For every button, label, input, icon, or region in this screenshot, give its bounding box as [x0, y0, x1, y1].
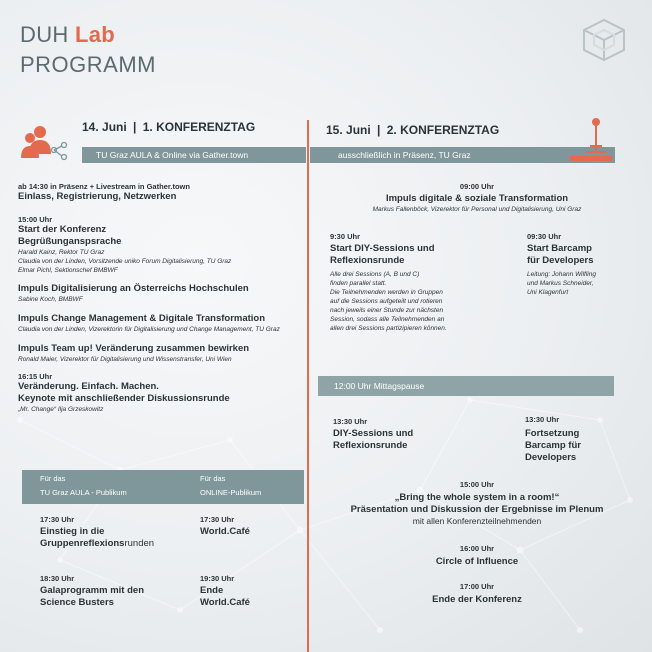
- item-time: 17:30 Uhr: [200, 515, 235, 524]
- day1-location-band: TU Graz AULA & Online via Gather.town: [82, 147, 306, 163]
- item-title: Start Barcamp: [527, 243, 592, 254]
- item-time: 17:00 Uhr: [459, 582, 495, 591]
- item-title: Impuls Digitalisierung an Österreichs Hochschulen: [18, 283, 249, 294]
- day1-heading: 14. Juni | 1. KONFERENZTAG: [82, 120, 256, 134]
- item-title: Circle of Influence: [435, 556, 519, 567]
- day2-circle: [312, 544, 642, 568]
- description-line: nach jeweils einer Stunde zur nächsten: [330, 307, 444, 314]
- title-accent: Lab: [74, 22, 115, 47]
- item-title: Einstieg in die: [40, 526, 105, 537]
- item-title: Ende: [200, 585, 224, 596]
- speaker: Ronald Maier, Vizerektor für Digitalisierung und Wissenstransfer, Uni Wien: [18, 356, 232, 363]
- item-time: 9:30 Uhr: [330, 232, 361, 241]
- lunch-break-band: 12:00 Uhr Mittagspause: [318, 376, 614, 396]
- item-time: 16:00 Uhr: [459, 544, 495, 553]
- item-title: Gruppenreflexions: [40, 538, 125, 549]
- day2-diy-session-2: [333, 417, 513, 452]
- day1-program: [18, 182, 303, 414]
- item-title: Impuls digitale & soziale Transformation: [385, 193, 569, 204]
- col2-head: ONLINE-Publikum: [200, 488, 262, 497]
- description-line: Alle drei Sessions (A, B und C): [330, 271, 420, 278]
- item-time: 09:30 Uhr: [527, 232, 562, 241]
- day2-plenum: [312, 480, 642, 526]
- item-title: World.Café: [200, 526, 250, 537]
- item-title: World.Café: [200, 597, 250, 608]
- day1-date: 14. Juni: [82, 120, 127, 134]
- item-title: Impuls Team up! Veränderung zusammen bewirken: [18, 343, 250, 354]
- item-title: Reflexionsrunde: [330, 255, 405, 266]
- audience-table-header: [22, 470, 304, 504]
- item-title: Impuls Change Management & Digitale Transformation: [18, 313, 266, 324]
- item-time: ab 14:30 in Präsenz + Livestream in Gather.town: [18, 182, 190, 191]
- podium-microphone-icon: [566, 116, 616, 164]
- day2-diy-session: [330, 232, 520, 333]
- speaker: Claudia von der Linden, Vorsitzende uniko Forum Digitalisierung, TU Graz: [18, 258, 232, 265]
- item-title: Fortsetzung: [525, 428, 580, 439]
- speaker: Elmar Pichl, Sektionschef BMBWF: [18, 267, 118, 274]
- day2-label: 2. KONFERENZTAG: [386, 123, 500, 137]
- online-session-2: [200, 574, 300, 609]
- day1-label: 1. KONFERENZTAG: [142, 120, 256, 134]
- day2-barcamp-session: [527, 232, 642, 297]
- item-title: Barcamp für: [525, 440, 581, 451]
- item-time: 17:30 Uhr: [40, 515, 75, 524]
- page-title: [20, 22, 115, 48]
- item-title: Präsentation und Diskussion der Ergebnisse im Plenum: [350, 504, 604, 515]
- description-line: auf die Sessions aufgeteilt und rotieren: [330, 298, 443, 305]
- page-subtitle: PROGRAMM: [20, 52, 156, 77]
- speaker: Markus Fallenböck, Vizerektor für Personal und Digitalisierung, Uni Graz: [372, 206, 582, 213]
- item-time: 13:30 Uhr: [333, 417, 368, 426]
- item-title: Veränderung. Einfach. Machen.: [18, 381, 159, 392]
- item-subtitle: mit allen Konferenzteilnehmenden: [412, 516, 542, 526]
- title-prefix: DUH: [20, 22, 75, 47]
- item-title: Ende der Konferenz: [432, 594, 522, 605]
- aula-session-1: [40, 515, 190, 550]
- item-time: 19:30 Uhr: [200, 574, 235, 583]
- day2-barcamp-session-2: [525, 415, 635, 464]
- item-title: Science Busters: [40, 597, 114, 608]
- speaker: „Mr. Change“ Ilja Grzeskowitz: [18, 406, 104, 413]
- day2-heading: 15. Juni | 2. KONFERENZTAG: [326, 123, 500, 137]
- col1-head: Für das: [40, 474, 66, 483]
- description-line: Die Teilnehmenden werden in Gruppen: [330, 289, 443, 296]
- item-title: Galaprogramm mit den: [40, 585, 144, 596]
- speaker: Claudia von der Linden, Vizerektorin für Digitalisierung und Change Management, TU Graz: [18, 326, 280, 333]
- day2-date: 15. Juni: [326, 123, 371, 137]
- col2-head: Für das: [200, 474, 226, 483]
- day2-location-band: ausschließlich in Präsenz, TU Graz: [310, 147, 615, 163]
- item-title: Keynote mit anschließender Diskussionsrunde: [18, 393, 230, 404]
- online-session-1: [200, 515, 300, 538]
- item-time: 09:00 Uhr: [459, 182, 495, 191]
- people-network-icon: [18, 124, 70, 166]
- item-time: 18:30 Uhr: [40, 574, 75, 583]
- item-title: Start DIY-Sessions und: [330, 243, 435, 254]
- description-line: Leitung: Johann Wilfling: [527, 271, 596, 278]
- item-title: Begrüßunganspsrache: [18, 236, 122, 247]
- item-title: Developers: [525, 452, 577, 463]
- day-divider: [307, 120, 309, 652]
- col1-head: TU Graz AULA - Publikum: [40, 488, 127, 497]
- item-time: 13:30 Uhr: [525, 415, 560, 424]
- item-time: 15:00 Uhr: [459, 480, 495, 489]
- item-title: Start der Konferenz: [18, 224, 107, 235]
- item-time: 16:15 Uhr: [18, 372, 53, 381]
- day2-end: [312, 582, 642, 606]
- item-title: DIY-Sessions und: [333, 428, 414, 439]
- item-title: Einlass, Registrierung, Netzwerken: [18, 191, 177, 202]
- item-title: für Developers: [527, 255, 594, 266]
- item-title: „Bring the whole system in a room!“: [394, 492, 560, 503]
- item-title-suffix: runden: [124, 538, 155, 549]
- day2-opening: [312, 182, 642, 214]
- aula-session-2: [40, 574, 190, 609]
- speaker: Sabine Koch, BMBWF: [18, 296, 83, 303]
- description-line: und Markus Schneider,: [527, 280, 594, 287]
- description-line: finden parallel statt.: [330, 280, 387, 287]
- speaker: Harald Kainz, Rektor TU Graz: [18, 249, 105, 256]
- description-line: Session, sodass alle Teilnehmenden an: [330, 316, 445, 323]
- item-title: Reflexionsrunde: [333, 440, 408, 451]
- description-line: Uni Klagenfurt: [527, 289, 569, 296]
- item-time: 15:00 Uhr: [18, 215, 53, 224]
- description-line: allen drei Sessions partizipieren können.: [330, 325, 447, 332]
- duh-lab-logo-icon: [574, 16, 634, 64]
